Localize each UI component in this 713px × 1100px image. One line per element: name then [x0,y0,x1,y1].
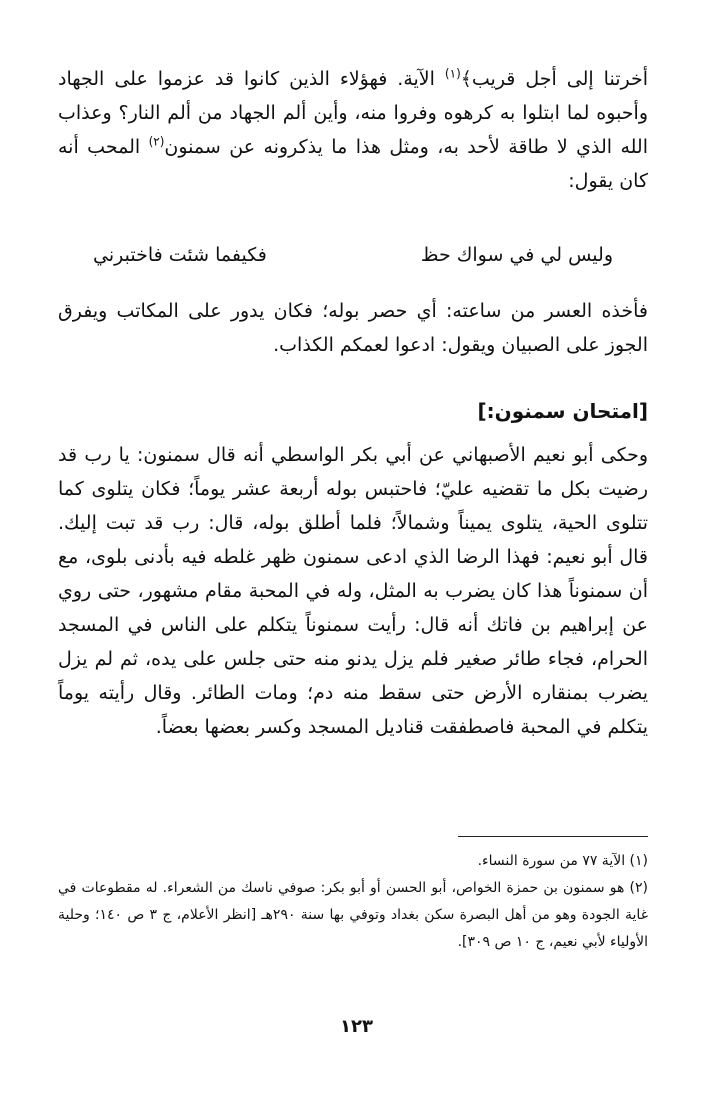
poetry-verse [93,238,613,272]
paragraph-2: فأخذه العسر من ساعته: أي حصر بوله؛ فكان يدور على المكاتب ويفرق الجوز على الصبيان ويقول: ادعوا لعمكم الكذاب. [58,300,648,356]
footnote-2: (٢) هو سمنون بن حمزة الخواص، أبو الحسن أو أبو بكر: صوفي ناسك من الشعراء. له مقطوعات في غاية الجودة وهو من أهل البصرة سكن بغداد وتوفي بها سنة ٢٩٠هـ [انظر الأعلام، ج ٣ ص ١٤٠؛ وحلية الأولياء لأبي نعيم، ج ١٠ ص ٣٠٩]. [58,880,649,950]
paragraph-1 [58,62,648,198]
paragraph-1-part-c: المحب أنه كان يقول: [58,136,648,192]
verse-hemistich-1: وليس لي في سواك حظ [420,244,613,266]
paragraph-3: وحكى أبو نعيم الأصبهاني عن أبي بكر الواسطي أنه قال سمنون: يا رب قد رضيت بكل ما تقضيه عليّ؛ فاحتبس بوله أربعة عشر يوماً؛ فكان يتلوى كما تتلوى الحية، يتلوى يميناً وشمالاً؛ فلما أطلق بوله، قال: رب قد تبت إليك. قال أبو نعيم: فهذا الرضا الذي ادعى سمنون ظهر غلطه فيه بأدنى بلوى، مع أن سمنوناً هذا كان يضرب به المثل، وله في المحبة مقام مشهور، حتى روي عن إبراهيم بن فاتك أنه قال: رأيت سمنوناً يتكلم على الناس في المسجد الحرام، فجاء طائر صغير فلم يزل يدنو منه حتى جلس على يده، ثم لم يزل يضرب بمنقاره الأرض حتى سقط منه دم؛ ومات الطائر. وقال رأيته يوماً يتكلم في المحبة فاصطفقت قناديل المسجد وكسر بعضها بعضاً. [58,444,648,738]
paragraph-1-part-b: الآية. فهؤلاء الذين كانوا قد عزموا على الجهاد وأحبوه لما ابتلوا به كرهوه وفروا منه، وأين ألم الجهاد من ألم النار؟ وعذاب الله الذي لا طاقة لأحد به، ومثل هذا ما يذكرونه عن سمنون [58,68,648,158]
footnote-divider [458,836,648,837]
footnote-ref-1: (١) [444,66,461,81]
footnotes [58,848,648,956]
paragraph-1-part-a: أخرتنا إلى أجل قريب﴾ [460,68,648,90]
section-heading: [امتحان سمنون:] [477,399,648,423]
page-number: ١٢٣ [340,1016,373,1037]
footnote-1: (١) الآية ٧٧ من سورة النساء. [477,853,648,869]
footnote-ref-2: (٢) [148,134,165,149]
verse-hemistich-2: فكيفما شئت فاختبرني [93,244,267,266]
